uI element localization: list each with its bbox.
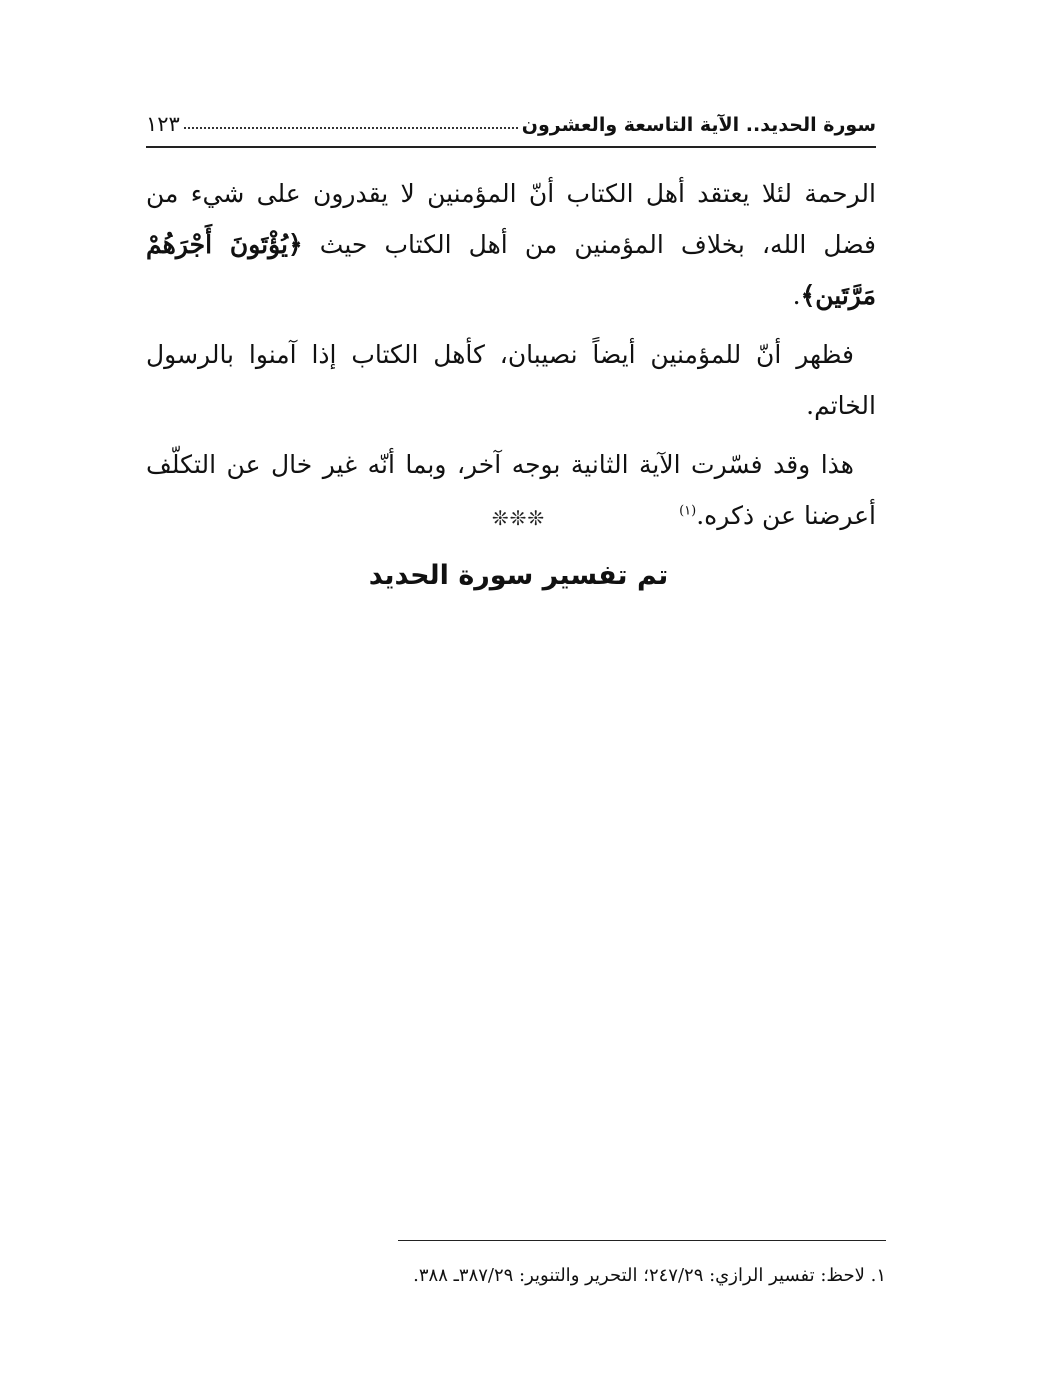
header-title: سورة الحديد.. الآية التاسعة والعشرون xyxy=(521,114,876,136)
paragraph-1 xyxy=(146,168,876,321)
running-header xyxy=(146,100,876,136)
quranic-quote: ﴿يُؤْتَونَ أَجْرَهُمْ مَرَّتَين﴾ xyxy=(146,230,876,310)
header-divider xyxy=(146,146,876,148)
footnote-marker[interactable]: (١) xyxy=(679,503,697,519)
paragraph-1-end: . xyxy=(792,281,801,310)
footnote-divider xyxy=(398,1240,886,1241)
section-separator: ❊❊❊ xyxy=(491,506,546,530)
paragraph-2-text: فظهر أنّ للمؤمنين أيضاً نصيبان، كأهل الكتاب إذا آمنوا بالرسول الخاتم. xyxy=(146,340,876,420)
closing-title: تم تفسير سورة الحديد xyxy=(368,560,669,591)
body-text xyxy=(146,168,876,549)
paragraph-1-text: الرحمة لئلا يعتقد أهل الكتاب أنّ المؤمنين لا يقدرون على شيء من فضل الله، بخلاف المؤمنين من أهل الكتاب حيث xyxy=(146,179,876,259)
paragraph-2 xyxy=(146,329,876,431)
header-leader-dots xyxy=(184,127,518,129)
footnote: ١. لاحظ: تفسير الرازي: ٢٤٧/٢٩؛ التحرير والتنوير: ٣٨٧/٢٩ـ ٣٨٨. xyxy=(413,1265,886,1286)
page-number: ١٢٣ xyxy=(146,112,180,136)
paragraph-3-text: هذا وقد فسّرت الآية الثانية بوجه آخر، وبما أنّه غير خال عن التكلّف أعرضنا عن ذكره. xyxy=(146,450,876,530)
